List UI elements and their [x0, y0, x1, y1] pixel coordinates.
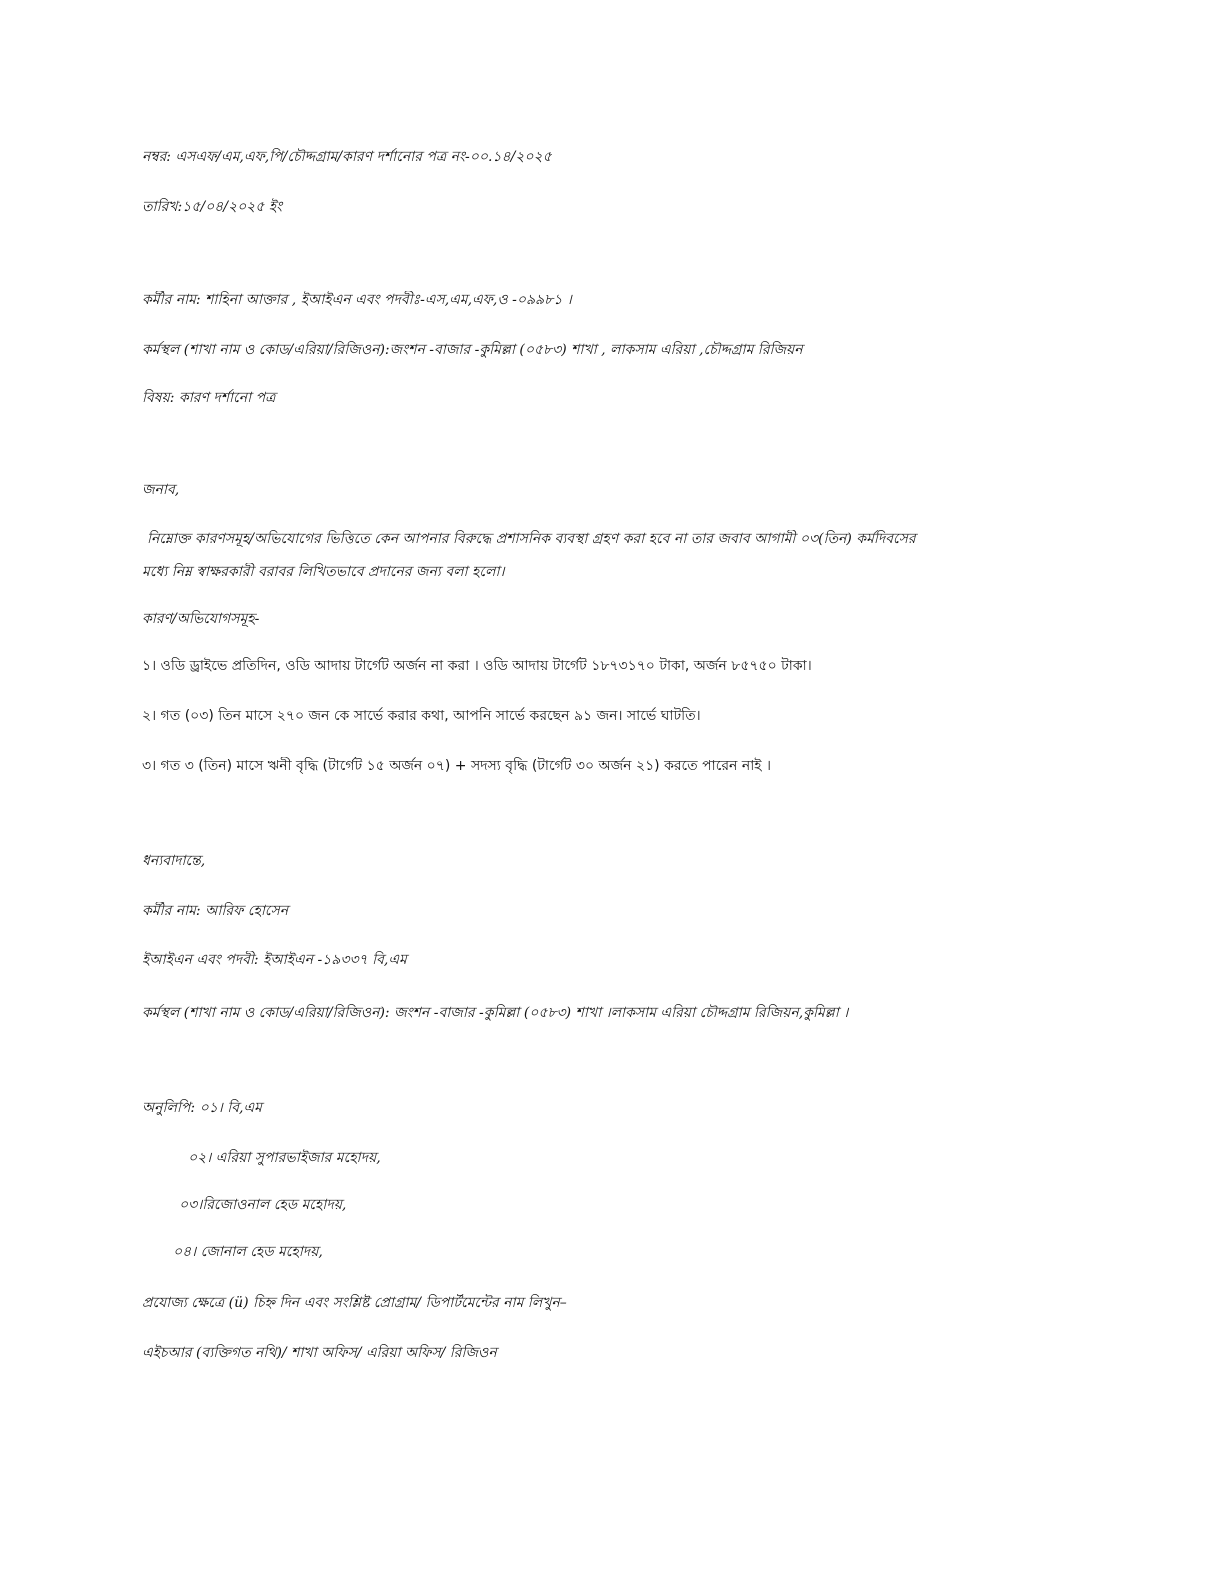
closing: ধন্যবাদান্তে, — [142, 853, 206, 869]
sender-ein-line: ইআইএন এবং পদবী: ইআইএন -১৯৩৩৭ বি,এম — [142, 952, 407, 968]
sender-name-line: কর্মীর নাম: আরিফ হোসেন — [142, 903, 289, 919]
reasons-heading: কারণ/অভিযোগসমূহ- — [142, 611, 260, 627]
copy-line-4: ০৪। জোনাল হেড মহোদয়, — [173, 1244, 323, 1260]
subject-line: বিষয়: কারণ দর্শানো পত্র — [142, 390, 276, 406]
recipient-workplace: কর্মস্থল (শাখা নাম ও কোড/এরিয়া/রিজিওন):জংশন -বাজার -কুমিল্লা (০৫৮৩) শাখা , লাকসাম এরিয়া ,চৌদ্দগ্রাম রিজিয়ন — [142, 342, 803, 358]
salutation: জনাব, — [142, 482, 180, 498]
footer-options: এইচআর (ব্যক্তিগত নথি)/ শাখা অফিস/ এরিয়া অফিস/ রিজিওন — [142, 1345, 497, 1361]
copy-line-3: ০৩।রিজোওনাল হেড মহোদয়, — [179, 1197, 347, 1213]
recipient-name-line: কর্মীর নাম: শাহিনা আক্তার , ইআইএন এবং পদবীঃ-এস,এম,এফ,ও -০৯৯৮১ । — [142, 292, 572, 308]
memo-reference: নম্বর: এসএফ/এম,এফ,পি/চৌদ্দগ্রাম/কারণ দর্শানোর পত্র নং-০০.১৪/২০২৫ — [142, 149, 552, 165]
footer-instruction: প্রযোজ্য ক্ষেত্রে (ü) চিহ্ন দিন এবং সংশ্লিষ্ট প্রোগ্রাম/ ডিপার্টমেন্টের নাম লিখুন– — [142, 1295, 567, 1311]
sender-workplace: কর্মস্থল (শাখা নাম ও কোড/এরিয়া/রিজিওন): জংশন -বাজার -কুমিল্লা (০৫৮৩) শাখা ।লাকসাম এরিয়া চৌদ্দগ্রাম রিজিয়ন,কুমিল্লা । — [142, 1005, 849, 1021]
reason-item-3: ৩। গত ৩ (তিন) মাসে ঋনী বৃদ্ধি (টার্গেট ১৫ অর্জন ০৭) + সদস্য বৃদ্ধি (টার্গেট ৩০ অর্জন ২১) করতে পারেন নাই । — [142, 758, 771, 774]
copy-line-2: ০২। এরিয়া সুপারভাইজার মহোদয়, — [188, 1150, 381, 1166]
memo-date: তারিখ:১৫/০৪/২০২৫ ইং — [142, 199, 283, 215]
body-paragraph-line-2: মধ্যে নিম্ন স্বাক্ষরকারী বরাবর লিখিতভাবে প্রদানের জন্য বলা হলো। — [142, 564, 505, 580]
reason-item-2: ২। গত (০৩) তিন মাসে ২৭০ জন কে সার্ভে করার কথা, আপনি সার্ভে করছেন ৯১ জন। সার্ভে ঘাটতি। — [142, 708, 701, 724]
copy-line-1: অনুলিপি: ০১। বি,এম — [142, 1100, 262, 1116]
body-paragraph-line-1: নিম্নোক্ত কারণসমূহ/অভিযোগের ভিত্তিতে কেন আপনার বিরুদ্ধে প্রশাসনিক ব্যবস্থা গ্রহণ করা হবে না তার জবাব আগামী ০৩(তিন) কর্মদিবসের — [147, 531, 916, 547]
reason-item-1: ১। ওডি ড্রাইভে প্রতিদিন, ওডি আদায় টার্গেট অর্জন না করা । ওডি আদায় টার্গেট ১৮৭৩১৭০ টাকা, অর্জন ৮৫৭৫০ টাকা। — [142, 658, 812, 674]
